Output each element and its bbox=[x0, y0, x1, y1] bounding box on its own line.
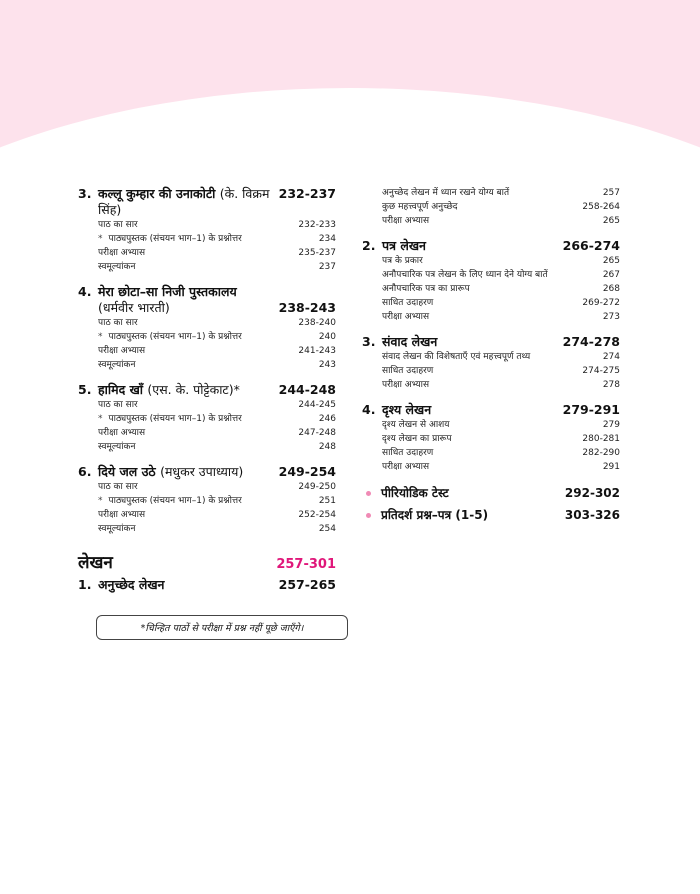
chapter-entry bbox=[362, 238, 620, 324]
extra-entry-sample-papers: प्रतिदर्श प्रश्न–पत्र (1-5) 303-326 bbox=[362, 506, 620, 524]
chapter-entry bbox=[362, 402, 620, 474]
toc-subitem: पाठ का सार 244-245 bbox=[98, 400, 336, 410]
chapter-title: दृश्य लेखन bbox=[382, 402, 432, 417]
chapter-number: 2. bbox=[362, 238, 376, 253]
toc-subitem: परीक्षा अभ्यास 235-237 bbox=[98, 248, 336, 258]
right-column bbox=[362, 186, 620, 524]
chapter-title: पत्र लेखन bbox=[382, 238, 426, 253]
toc-subitem: दृश्य लेखन से आशय 279 bbox=[382, 420, 620, 430]
chapter-pages: 238-243 bbox=[278, 300, 336, 315]
toc-subitem: परीक्षा अभ्यास 273 bbox=[382, 312, 620, 322]
extra-entry-periodic-test: पीरियोडिक टेस्ट 292-302 bbox=[362, 484, 620, 502]
toc-subitem: अनुच्छेद लेखन में ध्यान रखने योग्य बातें 257 bbox=[382, 188, 620, 198]
toc-subitem: * पाठ्यपुस्तक (संचयन भाग–1) के प्रश्नोत्तर 251 bbox=[98, 496, 336, 506]
chapter-author: (एस. के. पोट्टेकाट)* bbox=[147, 382, 240, 397]
toc-subitem: संवाद लेखन की विशेषताएँ एवं महत्त्वपूर्ण तथ्य 274 bbox=[382, 352, 620, 362]
chapter-number: 6. bbox=[78, 464, 92, 479]
toc-subitem: अनौपचारिक पत्र का प्रारूप 268 bbox=[382, 284, 620, 294]
toc-subitem: कुछ महत्त्वपूर्ण अनुच्छेद 258-264 bbox=[382, 202, 620, 212]
continued-items bbox=[362, 186, 620, 228]
chapter-number: 5. bbox=[78, 382, 92, 397]
left-column bbox=[78, 186, 336, 640]
chapter-title: दिये जल उठे (मधुकर उपाध्याय) bbox=[98, 464, 244, 479]
toc-subitem: स्वमूल्यांकन 254 bbox=[98, 524, 336, 534]
toc-subitem: परीक्षा अभ्यास 247-248 bbox=[98, 428, 336, 438]
toc-subitem: * पाठ्यपुस्तक (संचयन भाग–1) के प्रश्नोत्तर 240 bbox=[98, 332, 336, 342]
toc-subitem: पाठ का सार 249-250 bbox=[98, 482, 336, 492]
chapter-heading bbox=[362, 402, 620, 418]
section-pages: 257-301 bbox=[276, 557, 336, 572]
chapter-title: हामिद खाँ (एस. के. पोट्टेकाट)* bbox=[98, 382, 240, 397]
exam-note-box: *चिन्हित पाठों से परीक्षा में प्रश्न नहीं पूछे जाएँगे। bbox=[96, 615, 348, 640]
chapter-heading bbox=[78, 577, 336, 593]
section-heading bbox=[78, 550, 336, 573]
toc-subitem: परीक्षा अभ्यास 291 bbox=[382, 462, 620, 472]
toc-subitem: * पाठ्यपुस्तक (संचयन भाग–1) के प्रश्नोत्तर 246 bbox=[98, 414, 336, 424]
pink-bullet-icon bbox=[366, 491, 371, 496]
toc-subitem: दृश्य लेखन का प्रारूप 280-281 bbox=[382, 434, 620, 444]
toc-subitem: पाठ का सार 238-240 bbox=[98, 318, 336, 328]
chapter-number: 4. bbox=[362, 402, 376, 417]
chapter-heading bbox=[362, 238, 620, 254]
toc-subitem: स्वमूल्यांकन 243 bbox=[98, 360, 336, 370]
pink-bullet-icon bbox=[366, 513, 371, 518]
chapter-title: मेरा छोटा–सा निजी पुस्तकालय (धर्मवीर भारती) bbox=[98, 284, 237, 315]
toc-subitem: पाठ का सार 232-233 bbox=[98, 220, 336, 230]
chapter-author: (के. विक्रम सिंह) bbox=[98, 186, 270, 217]
chapter-pages: 274-278 bbox=[562, 334, 620, 349]
toc-subitem: साधित उदाहरण 274-275 bbox=[382, 366, 620, 376]
chapter-pages: 279-291 bbox=[562, 402, 620, 417]
toc-subitem: परीक्षा अभ्यास 241-243 bbox=[98, 346, 336, 356]
chapter-entry bbox=[362, 334, 620, 392]
chapter-number: 1. bbox=[78, 577, 92, 592]
chapter-heading bbox=[78, 186, 336, 218]
toc-subitem: स्वमूल्यांकन 237 bbox=[98, 262, 336, 272]
toc-subitem: परीक्षा अभ्यास 278 bbox=[382, 380, 620, 390]
chapter-entry bbox=[78, 284, 336, 372]
toc-subitem: साधित उदाहरण 282-290 bbox=[382, 448, 620, 458]
toc-subitem: अनौपचारिक पत्र लेखन के लिए ध्यान देने योग्य बातें 267 bbox=[382, 270, 620, 280]
chapter-pages: 257-265 bbox=[278, 577, 336, 592]
toc-subitem: परीक्षा अभ्यास 252-254 bbox=[98, 510, 336, 520]
chapter-title: कल्लू कुम्हार की उनाकोटी (के. विक्रम सिंह) bbox=[98, 186, 270, 217]
chapter-pages: 232-237 bbox=[278, 186, 336, 201]
chapter-heading bbox=[78, 464, 336, 480]
chapter-title: संवाद लेखन bbox=[382, 334, 438, 349]
section-title: लेखन bbox=[78, 553, 113, 573]
chapter-entry bbox=[78, 464, 336, 536]
chapter-author: (मधुकर उपाध्याय) bbox=[160, 464, 244, 479]
chapter-number: 3. bbox=[362, 334, 376, 349]
toc-subitem: पत्र के प्रकार 265 bbox=[382, 256, 620, 266]
chapter-title: अनुच्छेद लेखन bbox=[98, 577, 165, 592]
toc-subitem: * पाठ्यपुस्तक (संचयन भाग–1) के प्रश्नोत्तर 234 bbox=[98, 234, 336, 244]
toc-subitem: साधित उदाहरण 269-272 bbox=[382, 298, 620, 308]
chapter-pages: 266-274 bbox=[562, 238, 620, 253]
chapter-heading bbox=[78, 382, 336, 398]
chapter-heading bbox=[78, 284, 336, 316]
chapter-entry bbox=[78, 186, 336, 274]
chapter-number: 4. bbox=[78, 284, 92, 299]
chapter-pages: 249-254 bbox=[278, 464, 336, 479]
chapter-pages: 244-248 bbox=[278, 382, 336, 397]
chapter-author: (धर्मवीर भारती) bbox=[98, 300, 170, 315]
chapter-entry bbox=[78, 382, 336, 454]
toc-subitem: स्वमूल्यांकन 248 bbox=[98, 442, 336, 452]
chapter-heading bbox=[362, 334, 620, 350]
chapter-number: 3. bbox=[78, 186, 92, 201]
toc-subitem: परीक्षा अभ्यास 265 bbox=[382, 216, 620, 226]
